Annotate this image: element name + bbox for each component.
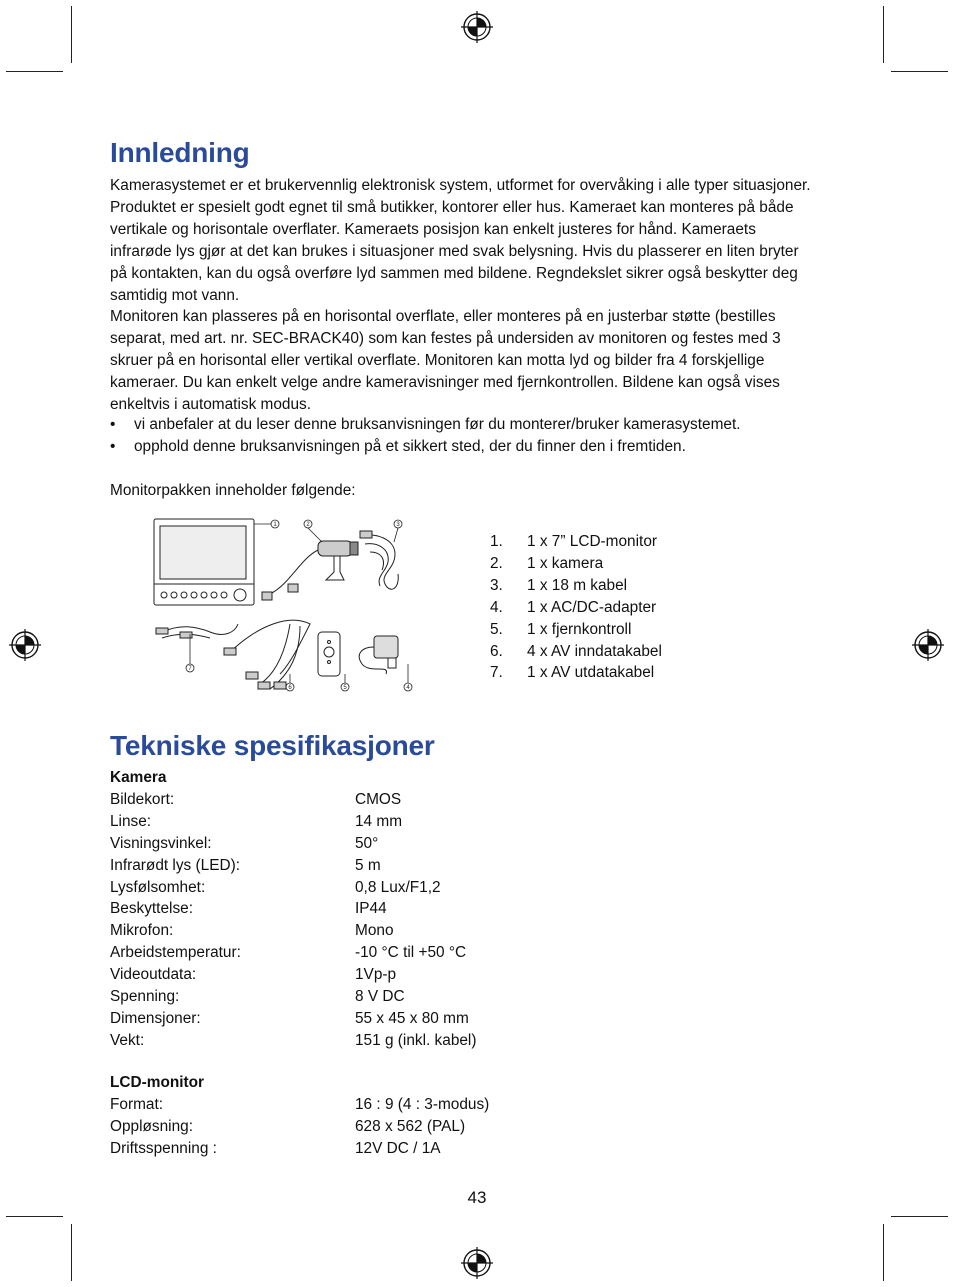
callout-label: 3 xyxy=(396,522,400,528)
text-line: vertikale og horisontale overflater. Kameraets posisjon kan enkelt justeres for hånd. Kameraets xyxy=(110,220,756,238)
item-number: 4. xyxy=(490,598,503,616)
registration-mark-icon xyxy=(460,1246,494,1280)
list-item xyxy=(490,641,662,663)
section-title: Kamera xyxy=(110,769,167,786)
callout-label: 2 xyxy=(306,522,310,528)
spec-label: Driftsspenning : xyxy=(110,1139,217,1157)
callout-label: 4 xyxy=(406,685,410,691)
list-item xyxy=(490,619,662,641)
item-number: 5. xyxy=(490,620,503,638)
callout-label: 1 xyxy=(273,522,277,528)
spec-label: Arbeidstemperatur: xyxy=(110,944,241,962)
spec-value: 12V DC / 1A xyxy=(355,1139,441,1157)
spec-label: Format: xyxy=(110,1095,164,1113)
spec-value: 8 V DC xyxy=(355,988,405,1006)
registration-mark-icon xyxy=(8,628,42,662)
text-line: Kamerasystemet er et brukervennlig elektronisk system, utformet for overvåking i alle typer situasjoner. xyxy=(110,177,811,194)
spec-label: Oppløsning: xyxy=(110,1117,193,1135)
intro-heading: Innledning xyxy=(110,137,250,168)
section-title: LCD-monitor xyxy=(110,1074,205,1091)
spec-value: Mono xyxy=(355,922,394,940)
text-line: samtidig mot vann. xyxy=(110,286,240,304)
item-text: 1 x AV utdatakabel xyxy=(527,664,655,682)
crop-mark xyxy=(71,6,72,63)
spec-label: Linse: xyxy=(110,812,152,830)
text-line: på kontakten, kan du også overføre lyd sammen med bildene. Regndekslet sikrer også beskytter deg xyxy=(110,264,798,282)
spec-value: 1Vp-p xyxy=(355,966,397,984)
item-number: 6. xyxy=(490,642,503,660)
list-item xyxy=(490,531,662,553)
crop-mark xyxy=(883,6,884,63)
item-text: 1 x 7” LCD-monitor xyxy=(527,533,658,550)
spec-row xyxy=(110,877,476,899)
spec-value: CMOS xyxy=(355,790,402,808)
page-number: 43 xyxy=(467,1188,487,1207)
camera-specs xyxy=(110,767,476,1052)
crop-mark xyxy=(6,1216,63,1217)
text-line: enkeltvis i automatisk modus. xyxy=(110,396,312,414)
list-item xyxy=(110,436,741,458)
item-text: 4 x AV inndatakabel xyxy=(527,642,662,660)
spec-label: Vekt: xyxy=(110,1031,145,1049)
spec-value: -10 °C til +50 °C xyxy=(355,944,467,962)
crop-mark xyxy=(891,71,948,72)
spec-label: Mikrofon: xyxy=(110,922,174,940)
spec-value: 151 g (inkl. kabel) xyxy=(355,1031,477,1049)
package-items-list xyxy=(490,531,662,684)
text-line: kameraer. Du kan enkelt velge andre kameravisninger med fjernkontrollen. Bildene kan også vises xyxy=(110,374,780,392)
spec-row xyxy=(110,964,476,986)
spec-value: IP44 xyxy=(355,900,387,918)
spec-value: 50° xyxy=(355,834,379,852)
spec-row xyxy=(110,1138,489,1160)
item-number: 3. xyxy=(490,576,503,594)
spec-value: 5 m xyxy=(355,856,381,874)
callout-label: 7 xyxy=(188,666,192,672)
spec-label: Bildekort: xyxy=(110,790,175,808)
spec-row xyxy=(110,1116,489,1138)
spec-label: Dimensjoner: xyxy=(110,1009,201,1027)
intro-paragraph xyxy=(110,175,855,416)
text-line: Produktet er spesielt godt egnet til små butikker, kontorer eller hus. Kameraet kan monteres på både xyxy=(110,198,794,216)
spec-label: Visningsvinkel: xyxy=(110,834,212,852)
spec-row xyxy=(110,920,476,942)
callout-label: 6 xyxy=(288,685,292,691)
crop-mark xyxy=(883,1224,884,1281)
spec-row xyxy=(110,855,476,877)
spec-row xyxy=(110,811,476,833)
spec-value: 628 x 562 (PAL) xyxy=(355,1117,466,1135)
registration-mark-icon xyxy=(911,628,945,662)
spec-label: Lysfølsomhet: xyxy=(110,878,206,896)
callout-label: 5 xyxy=(343,685,347,691)
text-line: Monitoren kan plasseres på en horisontal overflate, eller monteres på en justerbar støtte (bestilles xyxy=(110,308,776,326)
spec-row xyxy=(110,1008,476,1030)
item-number: 1. xyxy=(490,533,503,550)
package-contents-figure xyxy=(150,514,420,696)
specs-heading: Tekniske spesifikasjoner xyxy=(110,730,435,761)
list-item-text: vi anbefaler at du leser denne bruksanvisningen før du monterer/bruker kamerasystemet. xyxy=(134,416,741,433)
spec-row xyxy=(110,1094,489,1116)
spec-value: 16 : 9 (4 : 3-modus) xyxy=(355,1095,490,1113)
list-item xyxy=(490,662,662,684)
spec-label: Spenning: xyxy=(110,988,180,1006)
list-item xyxy=(490,575,662,597)
spec-row xyxy=(110,942,476,964)
spec-row xyxy=(110,833,476,855)
bullet-list xyxy=(110,414,741,458)
spec-label: Videoutdata: xyxy=(110,966,197,984)
package-intro: Monitorpakken inneholder følgende: xyxy=(110,482,356,499)
item-text: 1 x AC/DC-adapter xyxy=(527,598,657,616)
spec-value: 0,8 Lux/F1,2 xyxy=(355,878,441,896)
text-line: separat, med art. nr. SEC-BRACK40) som kan festes på undersiden av monitoren og festes med 3 xyxy=(110,330,781,348)
item-text: 1 x 18 m kabel xyxy=(527,576,628,594)
spec-row xyxy=(110,898,476,920)
item-number: 2. xyxy=(490,554,503,572)
item-text: 1 x fjernkontroll xyxy=(527,620,632,638)
crop-mark xyxy=(6,71,63,72)
spec-value: 55 x 45 x 80 mm xyxy=(355,1009,469,1027)
spec-label: Beskyttelse: xyxy=(110,900,193,918)
list-item xyxy=(110,414,741,436)
spec-label: Infrarødt lys (LED): xyxy=(110,856,240,874)
list-item xyxy=(490,553,662,575)
spec-row xyxy=(110,1030,476,1052)
text-line: skruer på en horisontal eller vertikal overflate. Monitoren kan motta lyd og bilder fra 4 forskjellige xyxy=(110,352,765,370)
bullet-icon: • xyxy=(110,416,116,433)
list-item-text: opphold denne bruksanvisningen på et sikkert sted, der du finner den i fremtiden. xyxy=(134,437,686,455)
spec-row xyxy=(110,789,476,811)
crop-mark xyxy=(71,1224,72,1281)
bullet-icon: • xyxy=(110,437,116,455)
crop-mark xyxy=(891,1216,948,1217)
item-text: 1 x kamera xyxy=(527,554,604,572)
text-line: infrarøde lys gjør at det kan brukes i situasjoner med svak belysning. Hvis du plasserer en liten bryter xyxy=(110,242,799,260)
registration-mark-icon xyxy=(460,10,494,44)
monitor-specs xyxy=(110,1072,489,1160)
item-number: 7. xyxy=(490,664,503,682)
spec-row xyxy=(110,986,476,1008)
spec-value: 14 mm xyxy=(355,812,403,830)
list-item xyxy=(490,597,662,619)
